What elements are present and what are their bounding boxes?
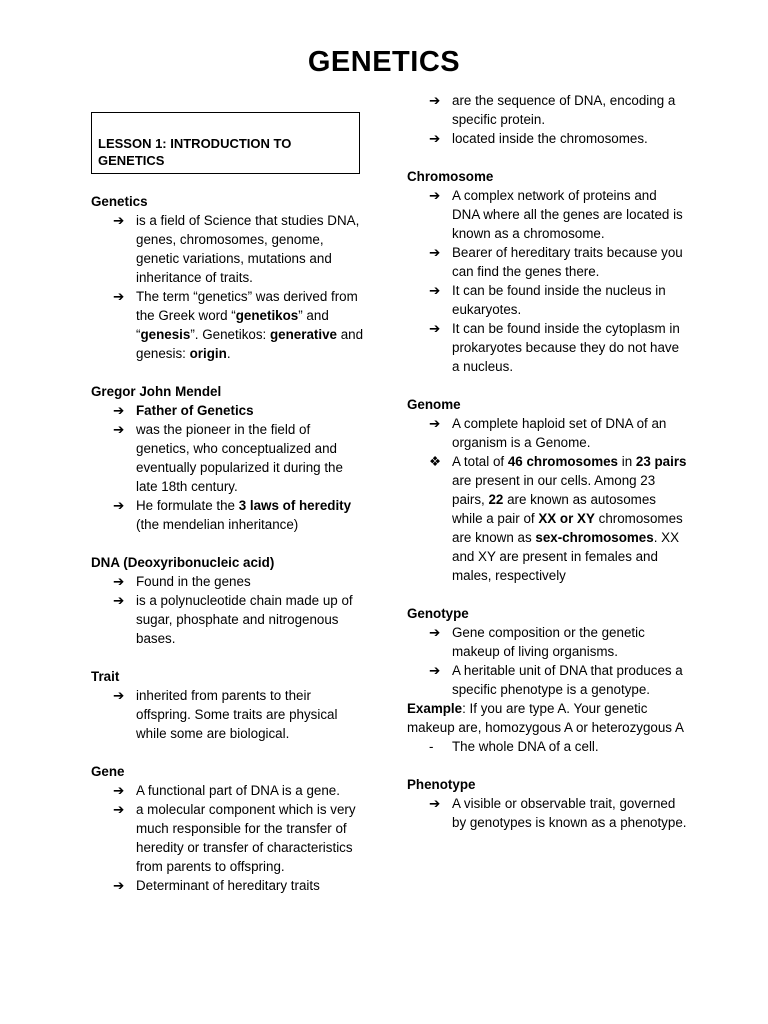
list-item: ➔ located inside the chromosomes. [429, 131, 648, 146]
section-heading: Phenotype [407, 777, 476, 792]
arrow-icon: ➔ [429, 283, 441, 298]
list-item: ➔ The term “genetics” was derived from the Greek word “genetikos” and “genesis”. Genetikos: generative and genesis: origin. [113, 289, 364, 361]
dash-icon: - [429, 739, 434, 754]
arrow-icon: ➔ [113, 574, 125, 589]
list-item: ➔ A complex network of proteins and DNA where all the genes are located is known as a chromosome. [429, 188, 683, 241]
section-heading: Gene [91, 764, 125, 779]
arrow-icon: ➔ [429, 796, 441, 811]
list-item: ❖ A total of 46 chromosomes in 23 pairs are present in our cells. Among 23 pairs, 22 are known as autosomes while a pair of XX or XY chromosomes are known as sex-chromosomes. XX and XY are present in females and males, respectively [429, 454, 687, 583]
section-genotype [407, 604, 687, 756]
arrow-icon: ➔ [429, 188, 441, 203]
section-heading: Genotype [407, 606, 469, 621]
list-item: ➔ is a field of Science that studies DNA, genes, chromosomes, genome, genetic variations, mutations and inheritance of traits. [113, 213, 360, 285]
list-item: ➔ It can be found inside the nucleus in eukaryotes. [429, 283, 666, 317]
arrow-icon: ➔ [113, 422, 125, 437]
example-paragraph: Example: If you are type A. Your genetic makeup are, homozygous A or heterozygous A [407, 701, 684, 735]
list-item: ➔ Gene composition or the genetic makeup of living organisms. [429, 625, 645, 659]
section-genome [407, 395, 687, 585]
arrow-icon: ➔ [113, 878, 125, 893]
arrow-icon: ➔ [429, 416, 441, 431]
list-item: ➔ He formulate the 3 laws of heredity (the mendelian inheritance) [113, 498, 352, 532]
list-item: ➔ Bearer of hereditary traits because you can find the genes there. [429, 245, 683, 279]
list-item: ➔ are the sequence of DNA, encoding a specific protein. [429, 93, 676, 127]
arrow-icon: ➔ [113, 213, 125, 228]
left-column [91, 112, 366, 914]
arrow-icon: ➔ [429, 663, 441, 678]
list-item: ➔ A visible or observable trait, governed by genotypes is known as a phenotype. [429, 796, 687, 830]
section-heading: Trait [91, 669, 120, 684]
arrow-icon: ➔ [113, 802, 125, 817]
section-chromosome [407, 167, 687, 376]
list-item: ➔ Father of Genetics [113, 403, 254, 418]
arrow-icon: ➔ [113, 593, 125, 608]
section-mendel [91, 382, 366, 534]
lesson-title-line2: GENETICS [98, 153, 165, 168]
section-gene-continued [407, 91, 687, 148]
section-genetics [91, 192, 366, 363]
arrow-icon: ➔ [113, 688, 125, 703]
section-heading: Gregor John Mendel [91, 384, 222, 399]
list-item: ➔ It can be found inside the cytoplasm in prokaryotes because they do not have a nucleus. [429, 321, 680, 374]
section-trait [91, 667, 366, 743]
arrow-icon: ➔ [429, 93, 441, 108]
right-column [407, 91, 687, 851]
list-item: ➔ a molecular component which is very much responsible for the transfer of heredity or transfer of characteristics from parents to offspring. [113, 802, 356, 874]
arrow-icon: ➔ [113, 403, 125, 418]
arrow-icon: ➔ [113, 289, 125, 304]
list-item: ➔ A functional part of DNA is a gene. [113, 783, 340, 798]
list-item: ➔ A heritable unit of DNA that produces a specific phenotype is a genotype. [429, 663, 683, 697]
list-item: ➔ Determinant of hereditary traits [113, 878, 320, 893]
section-phenotype [407, 775, 687, 832]
section-heading: Chromosome [407, 169, 494, 184]
section-gene [91, 762, 366, 895]
arrow-icon: ➔ [429, 321, 441, 336]
arrow-icon: ➔ [429, 625, 441, 640]
page-title: GENETICS [307, 46, 461, 78]
list-item: ➔ is a polynucleotide chain made up of sugar, phosphate and nitrogenous bases. [113, 593, 353, 646]
arrow-icon: ➔ [429, 131, 441, 146]
lesson-title-box [91, 112, 360, 174]
arrow-icon: ➔ [429, 245, 441, 260]
list-item: ➔ inherited from parents to their offspring. Some traits are physical while some are biological. [113, 688, 338, 741]
list-item: - The whole DNA of a cell. [429, 739, 599, 754]
list-item: ➔ A complete haploid set of DNA of an organism is a Genome. [429, 416, 667, 450]
list-item: ➔ was the pioneer in the field of genetics, who conceptualized and eventually popularized it during the late 18th century. [113, 422, 343, 494]
section-heading: DNA (Deoxyribonucleic acid) [91, 555, 275, 570]
section-heading: Genetics [91, 194, 148, 209]
diamond-icon: ❖ [429, 454, 442, 469]
lesson-title-line1: LESSON 1: INTRODUCTION TO [98, 136, 292, 151]
section-heading: Genome [407, 397, 461, 412]
arrow-icon: ➔ [113, 783, 125, 798]
list-item: ➔ Found in the genes [113, 574, 251, 589]
arrow-icon: ➔ [113, 498, 125, 513]
section-dna [91, 553, 366, 648]
